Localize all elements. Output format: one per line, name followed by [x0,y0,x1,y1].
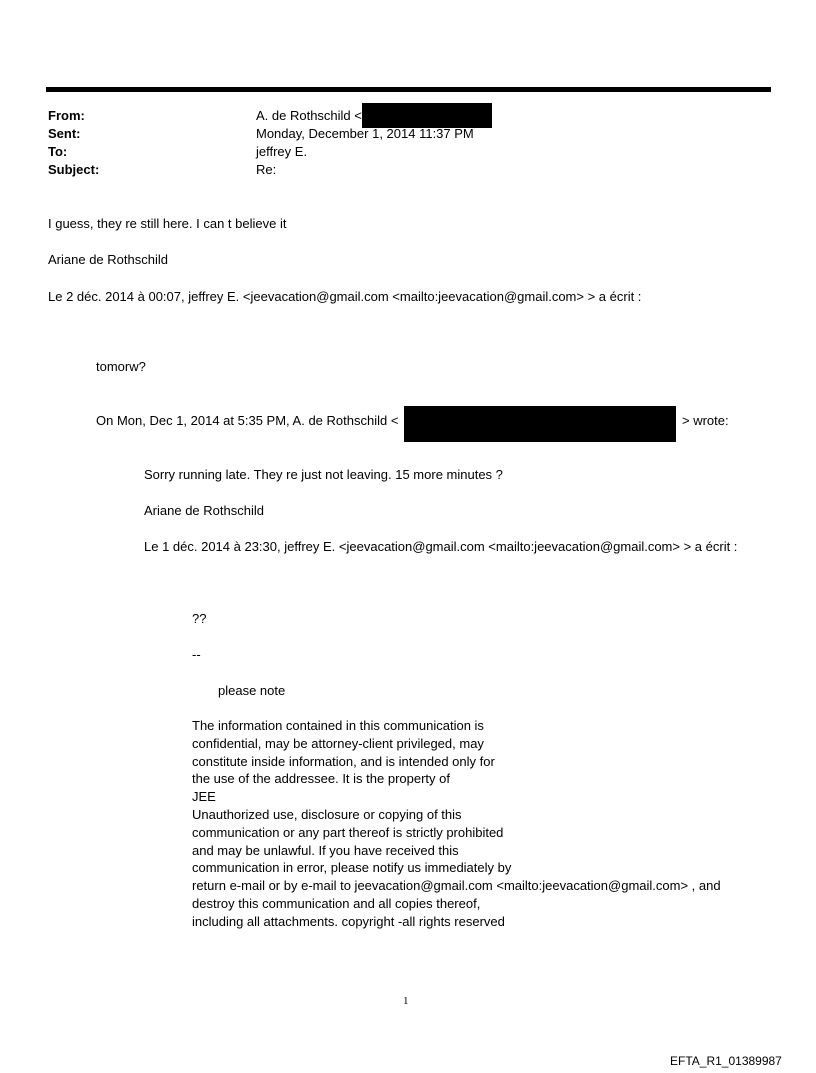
sent-value: Monday, December 1, 2014 11:37 PM [256,126,474,141]
disclaimer-line: confidential, may be attorney-client privileged, may [192,735,484,751]
disclaimer-line: return e-mail or by e-mail to jeevacation@gmail.com <mailto:jeevacation@gmail.com> , and [192,878,721,894]
to-value: jeffrey E. [256,144,308,159]
subject-label: Subject: [48,162,100,177]
from-label: From: [48,108,85,123]
disclaimer-line: The information contained in this communication is [192,718,484,733]
to-label: To: [48,144,68,159]
page-number: 1 [403,995,409,1007]
quoted-message-text: tomorw? [96,359,146,374]
quote-intro: Le 1 déc. 2014 à 23:30, jeffrey E. <jeevacation@gmail.com <mailto:jeevacation@gmail.com> > a écrit : [144,539,738,554]
disclaimer-line: destroy this communication and all copies thereof, [192,895,481,911]
header-rule [46,87,771,92]
disclaimer-line: communication in error, please notify us immediately by [192,860,512,876]
quote-intro: Le 2 déc. 2014 à 00:07, jeffrey E. <jeevacation@gmail.com <mailto:jeevacation@gmail.com> > a écrit : [48,289,642,304]
quoted-message-text: Sorry running late. They re just not leaving. 15 more minutes ? [144,467,503,482]
disclaimer-line: including all attachments. copyright -all rights reserved [192,913,505,929]
from-value: A. de Rothschild < [256,108,362,123]
signature: Ariane de Rothschild [144,503,264,518]
disclaimer-block [192,717,721,931]
disclaimer-line: and may be unlawful. If you have received this [192,842,459,858]
quoted-message-text: ?? [192,611,207,626]
signature-separator: -- [192,647,201,662]
disclaimer-line: communication or any part thereof is strictly prohibited [192,824,504,840]
disclaimer-line: JEE [192,789,216,805]
sent-label: Sent: [48,126,81,141]
disclaimer-line: constitute inside information, and is intended only for [192,753,495,769]
please-note: please note [218,683,286,698]
quote-intro-end: > wrote: [682,413,729,428]
disclaimer-line: the use of the addressee. It is the property of [192,771,450,787]
disclaimer-line: Unauthorized use, disclosure or copying of this [192,806,462,822]
redaction-box [404,406,676,442]
message-text: I guess, they re still here. I can t believe it [48,216,287,231]
subject-value: Re: [256,162,277,177]
signature: Ariane de Rothschild [48,252,168,267]
document-id: EFTA_R1_01389987 [670,1054,782,1068]
quote-intro: On Mon, Dec 1, 2014 at 5:35 PM, A. de Rothschild < [96,413,399,428]
